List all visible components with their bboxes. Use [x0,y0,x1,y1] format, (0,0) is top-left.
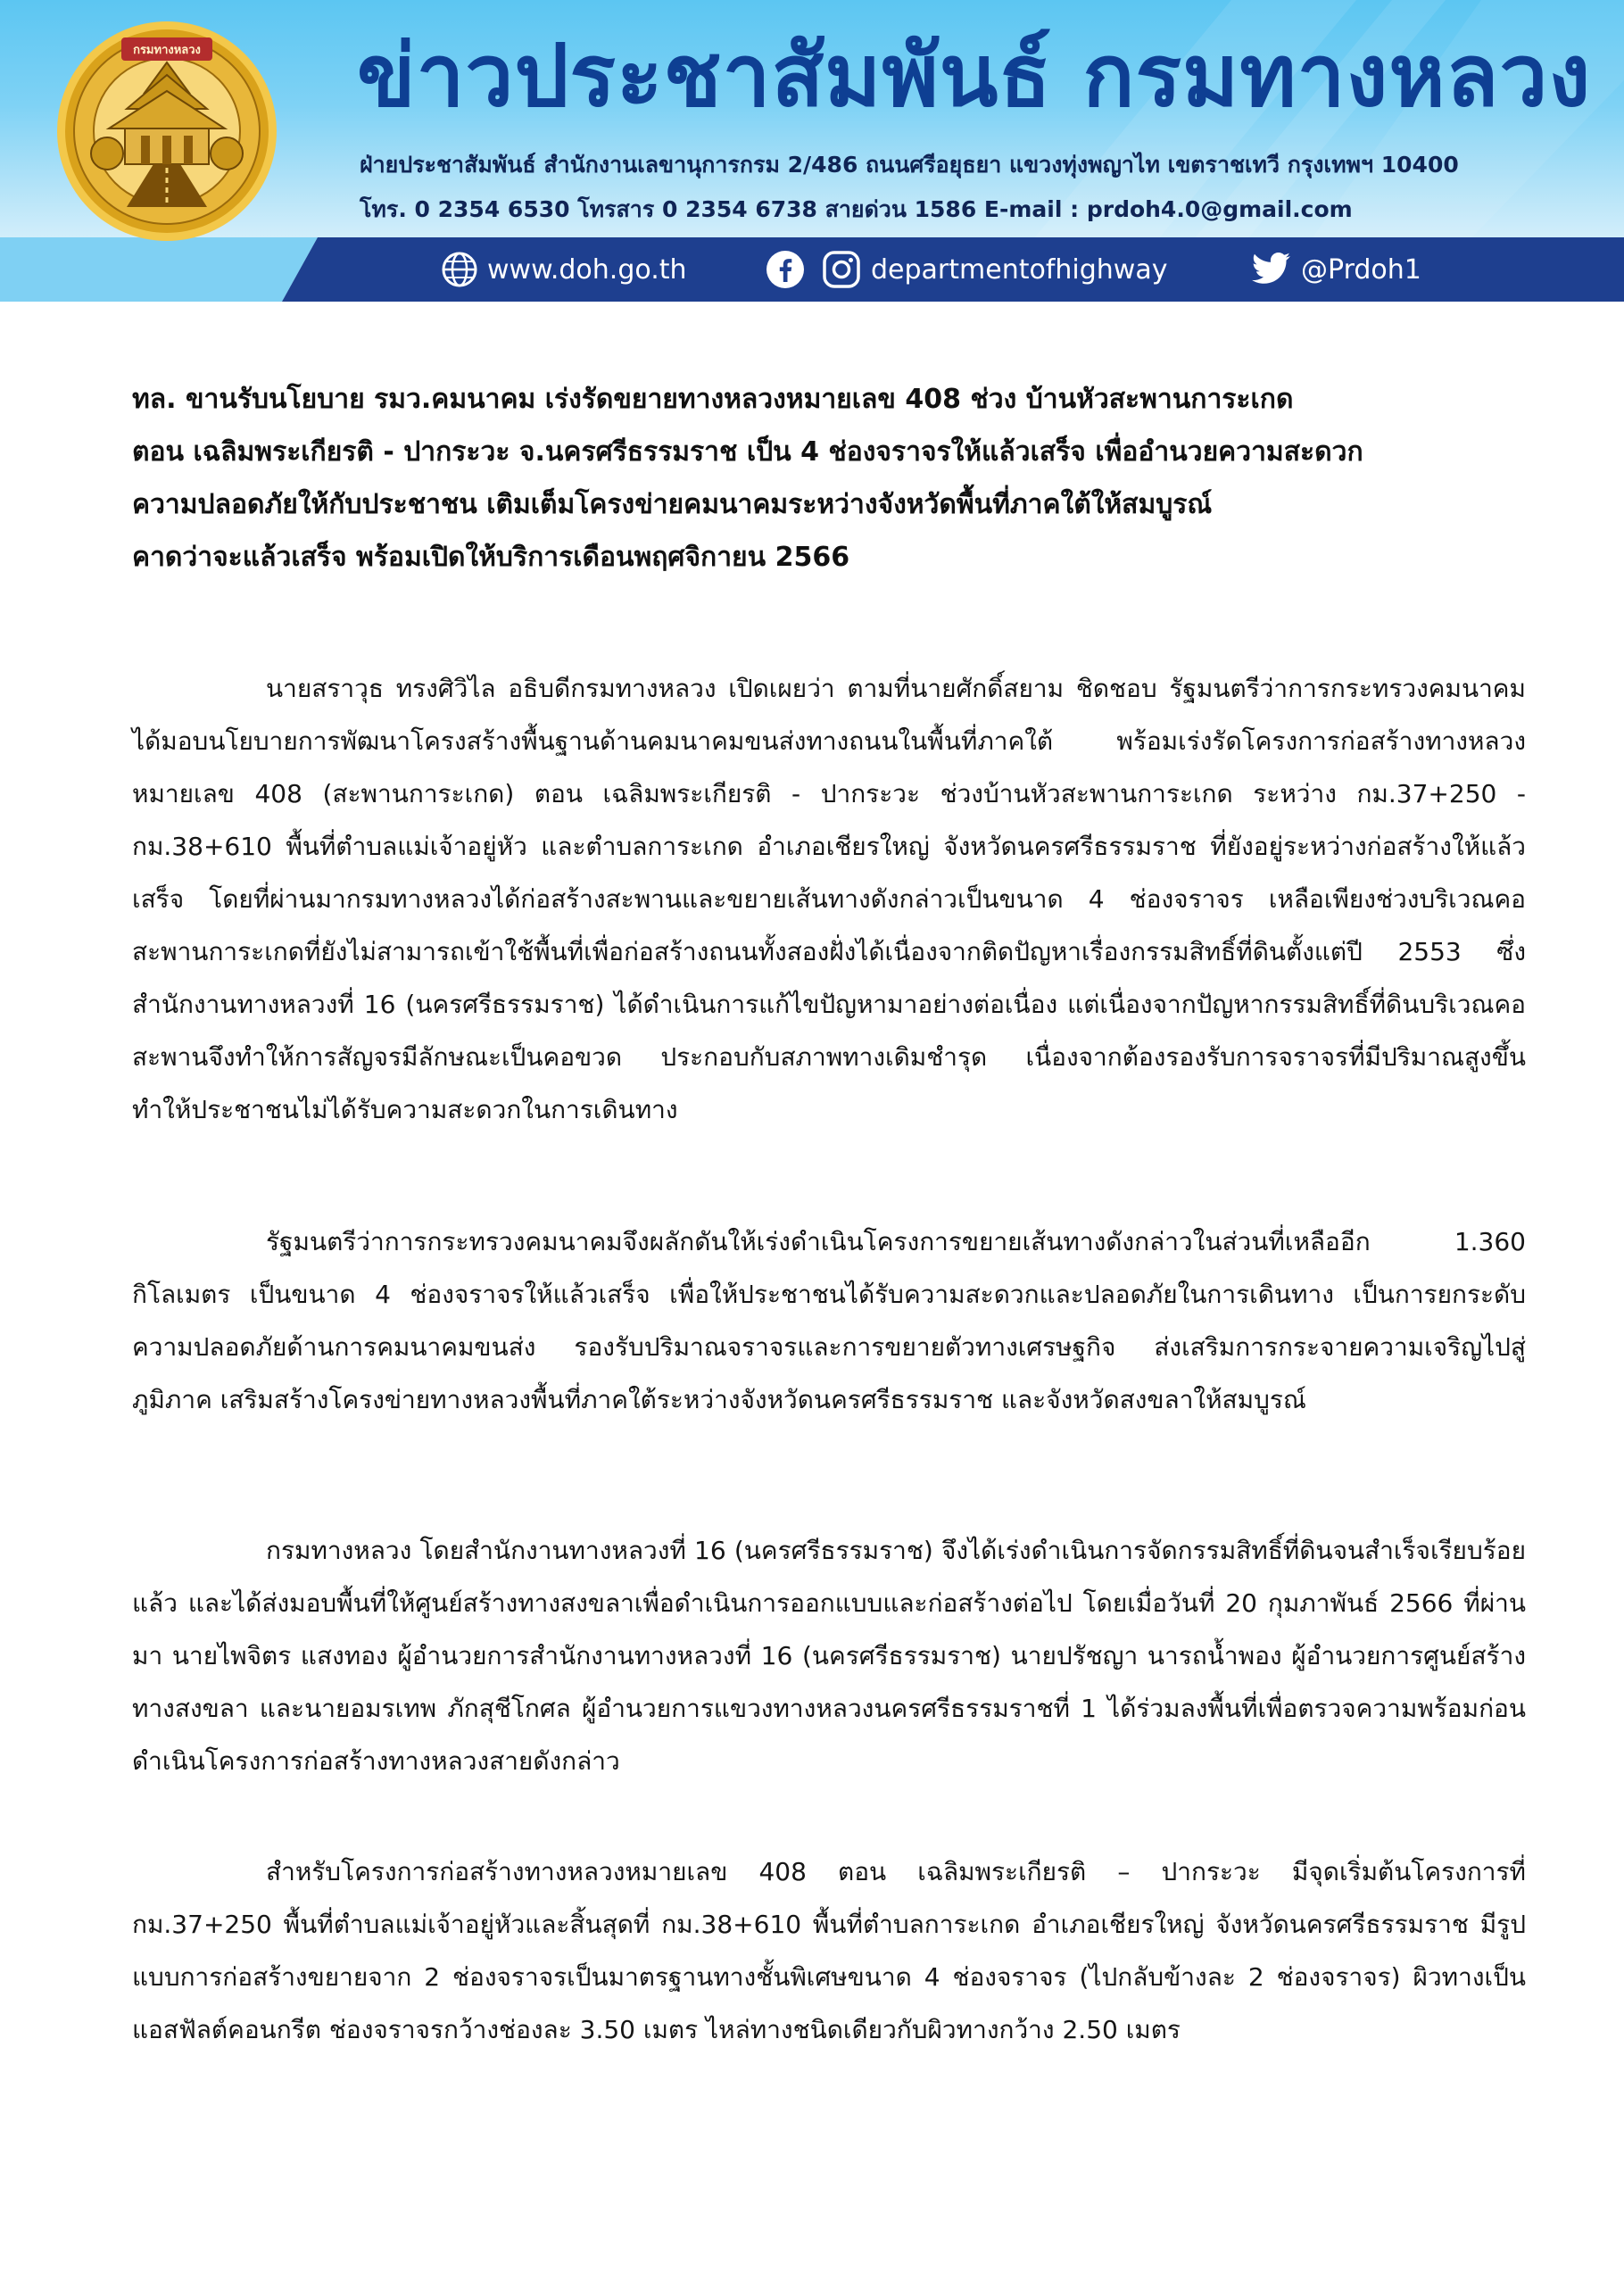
body-paragraph-2 [132,1215,1526,1426]
instagram-icon [821,249,862,290]
news-headline [132,373,1542,584]
twitter-link[interactable] [1251,250,1421,289]
paragraph-text: สำหรับโครงการก่อสร้างทางหลวงหมายเลข 408 ตอน เฉลิมพระเกียรติ – ปากระวะ มีจุดเริ่มต้นโครงการที่ กม.37+250 พื้นที่ตำบลแม่เจ้าอยู่หัวและสิ้นสุดที่ กม.38+610 พื้นที่ตำบลการะเกด อำเภอเชียรใหญ่ จังหวัดนครศรีธรรมราช มีรูปแบบการก่อสร้างขยายจาก 2 ช่องจราจรเป็นมาตรฐานทางชั้นพิเศษขนาด 4 ช่องจราจร (ไปกลับข้างละ 2 ช่องจราจร) ผิวทางเป็นแอสฟัลต์คอนกรีต ช่องจราจรกว้างช่องละ 3.50 เมตร ไหล่ทางชนิดเดียวกับผิวทางกว้าง 2.50 เมตร [132,1857,1526,2044]
body-paragraph-1 [132,662,1526,1136]
office-address: ฝ่ายประชาสัมพันธ์ สำนักงานเลขานุการกรม 2/486 ถนนศรีอยุธยา แขวงทุ่งพญาไท เขตราชเทวี กรุงเทพฯ 10400 [360,152,1459,178]
twitter-icon [1251,252,1292,287]
paragraph-text: นายสราวุธ ทรงศิวิไล อธิบดีกรมทางหลวง เปิดเผยว่า ตามที่นายศักดิ์สยาม ชิดชอบ รัฐมนตรีว่าการกระทรวงคมนาคมได้มอบนโยบายการพัฒนาโครงสร้างพื้นฐานด้านคมนาคมขนส่งทางถนนในพื้นที่ภาคใต้ พร้อมเร่งรัดโครงการก่อสร้างทางหลวงหมายเลข 408 (สะพานการะเกด) ตอน เฉลิมพระเกียรติ - ปากระวะ ช่วงบ้านหัวสะพานการะเกด ระหว่าง กม.37+250 - กม.38+610 พื้นที่ตำบลแม่เจ้าอยู่หัว และตำบลการะเกด อำเภอเชียรใหญ่ จังหวัดนครศรีธรรมราช ที่ยังอยู่ระหว่างก่อสร้างให้แล้วเสร็จ โดยที่ผ่านมากรมทางหลวงได้ก่อสร้างสะพานและขยายเส้นทางดังกล่าวเป็นขนาด 4 ช่องจราจร เหลือเพียงช่วงบริเวณคอสะพานการะเกดที่ยังไม่สามารถเข้าใช้พื้นที่เพื่อก่อสร้างถนนทั้งสองฝั่งได้เนื่องจากติดปัญหาเรื่องกรรมสิทธิ์ที่ดินตั้งแต่ปี 2553 ซึ่งสำนักงานทางหลวงที่ 16 (นครศรีธรรมราช) ได้ดำเนินการแก้ไขปัญหามาอย่างต่อเนื่อง แต่เนื่องจากปัญหากรรมสิทธิ์ที่ดินบริเวณคอสะพานจึงทำให้การสัญจรมีลักษณะเป็นคอขวด ประกอบกับสภาพทางเดิมชำรุด เนื่องจากต้องรองรับการจราจรที่มีปริมาณสูงขึ้น ทำให้ประชาชนไม่ได้รับความสะดวกในการเดินทาง [132,674,1526,1124]
paragraph-text: รัฐมนตรีว่าการกระทรวงคมนาคมจึงผลักดันให้เร่งดำเนินโครงการขยายเส้นทางดังกล่าวในส่วนที่เหลืออีก 1.360 กิโลเมตร เป็นขนาด 4 ช่องจราจรให้แล้วเสร็จ เพื่อให้ประชาชนได้รับความสะดวกและปลอดภัยในการเดินทาง เป็นการยกระดับความปลอดภัยด้านการคมนาคมขนส่ง รองรับปริมาณจราจรและการขยายตัวทางเศรษฐกิจ ส่งเสริมการกระจายความเจริญไปสู่ภูมิภาค เสริมสร้างโครงข่ายทางหลวงพื้นที่ภาคใต้ระหว่างจังหวัดนครศรีธรรมราช และจังหวัดสงขลาให้สมบูรณ์ [132,1227,1526,1414]
facebook-instagram-link[interactable] [766,250,1167,289]
header-banner [0,0,1624,302]
seal-text: กรมทางหลวง [133,44,201,57]
banner-title: ข่าวประชาสัมพันธ์ กรมทางหลวง [357,26,1592,126]
facebook-text: departmentofhighway [871,253,1168,286]
body-paragraph-3 [132,1524,1526,1787]
globe-icon [441,251,478,288]
body-paragraph-4 [132,1845,1526,2056]
headline-line: ตอน เฉลิมพระเกียรติ - ปากระวะ จ.นครศรีธรรมราช เป็น 4 ช่องจราจรให้แล้วเสร็จ เพื่ออำนวยความสะดวก [132,436,1363,468]
twitter-text: @Prdoh1 [1301,253,1421,286]
website-link[interactable] [441,250,687,289]
facebook-icon [766,250,805,289]
headline-line: ความปลอดภัยให้กับประชาชน เติมเต็มโครงข่ายคมนาคมระหว่างจังหวัดพื้นที่ภาคใต้ให้สมบูรณ์ [132,489,1213,520]
contact-line: โทร. 0 2354 6530 โทรสาร 0 2354 6738 สายด่วน 1586 E-mail : prdoh4.0@gmail.com [360,196,1353,222]
headline-line: ทล. ขานรับนโยบาย รมว.คมนาคม เร่งรัดขยายทางหลวงหมายเลข 408 ช่วง บ้านหัวสะพานการะเกด [132,384,1294,415]
website-text: www.doh.go.th [487,253,687,286]
paragraph-text: กรมทางหลวง โดยสำนักงานทางหลวงที่ 16 (นครศรีธรรมราช) จึงได้เร่งดำเนินการจัดกรรมสิทธิ์ที่ดินจนสำเร็จเรียบร้อยแล้ว และได้ส่งมอบพื้นที่ให้ศูนย์สร้างทางสงขลาเพื่อดำเนินการออกแบบและก่อสร้างต่อไป โดยเมื่อวันที่ 20 กุมภาพันธ์ 2566 ที่ผ่านมา นายไพจิตร แสงทอง ผู้อำนวยการสำนักงานทางหลวงที่ 16 (นครศรีธรรมราช) นายปรัชญา นารถน้ำพอง ผู้อำนวยการศูนย์สร้างทางสงขลา และนายอมรเทพ ภักสุชีโกศล ผู้อำนวยการแขวงทางหลวงนครศรีธรรมราชที่ 1 ได้ร่วมลงพื้นที่เพื่อตรวจความพร้อมก่อนดำเนินโครงการก่อสร้างทางหลวงสายดังกล่าว [132,1536,1526,1776]
headline-line: คาดว่าจะแล้วเสร็จ พร้อมเปิดให้บริการเดือนพฤศจิกายน 2566 [132,542,850,573]
